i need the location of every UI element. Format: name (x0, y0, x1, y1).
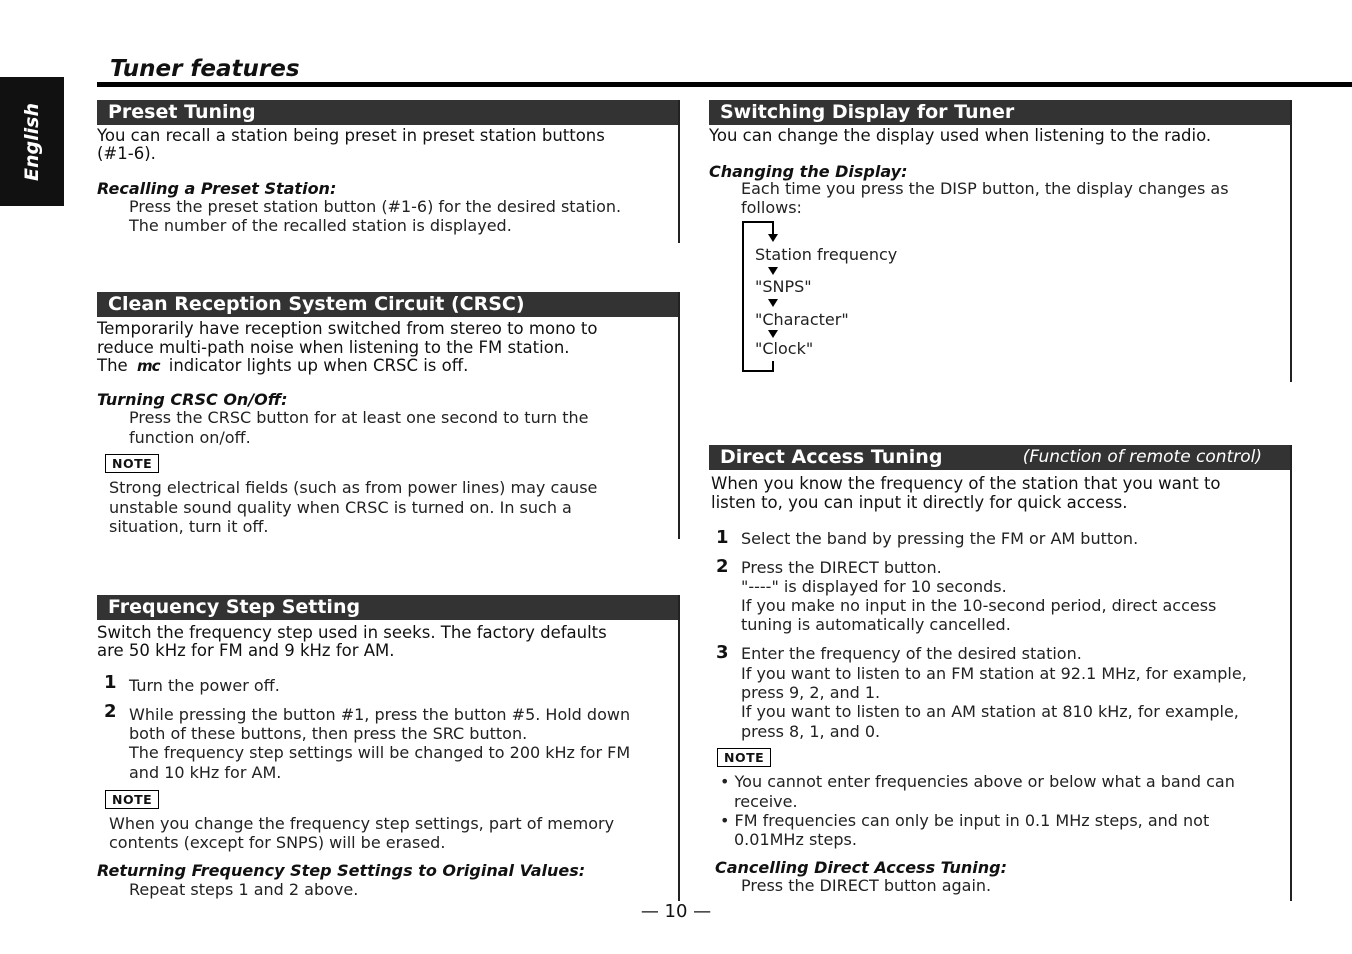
direct-step-3-number: 3 (716, 642, 729, 663)
preset-subheading: Recalling a Preset Station: (97, 179, 337, 198)
cycle-item-4: "Clock" (755, 339, 814, 358)
display-body-line-1: Each time you press the DISP button, the display changes as (741, 179, 1229, 198)
cycle-loop-top-line (742, 221, 774, 223)
direct-subheading: Cancelling Direct Access Tuning: (715, 858, 1008, 877)
direct-intro-line-1: When you know the frequency of the station that you want to (711, 474, 1221, 493)
direct-step-3-line-5: press 8, 1, and 0. (741, 722, 881, 741)
freq-note-line-1: When you change the frequency step settings, part of memory (109, 814, 615, 833)
freq-step-1-number: 1 (104, 672, 117, 693)
page-title: Tuner features (110, 56, 300, 82)
direct-heading-title: Direct Access Tuning (720, 446, 943, 468)
freq-step-2-line-2: both of these buttons, then press the SRC button. (129, 724, 528, 743)
freq-intro-line-2: are 50 kHz for FM and 9 kHz for AM. (97, 641, 395, 660)
cycle-item-2: "SNPS" (755, 277, 812, 296)
freq-step-2-line-1: While pressing the button #1, press the button #5. Hold down (129, 705, 631, 724)
direct-note-bullet-2-line-2: 0.01MHz steps. (734, 830, 857, 849)
crsc-indicator-before: The (97, 356, 128, 375)
display-body-line-2: follows: (741, 198, 802, 217)
crsc-intro-line-2: reduce multi-path noise when listening to the FM station. (97, 338, 570, 357)
cycle-loop-bottom-rise (772, 361, 774, 371)
direct-step-2-line-4: tuning is automatically cancelled. (741, 615, 1011, 634)
direct-note-bullet-1-line-1: • You cannot enter frequencies above or below what a band can (720, 772, 1235, 791)
section-rule-direct (1290, 445, 1292, 901)
cycle-arrow-icon (768, 330, 778, 338)
direct-step-3-line-3: press 9, 2, and 1. (741, 683, 881, 702)
direct-step-3-line-4: If you want to listen to an AM station at 810 kHz, for example, (741, 702, 1239, 721)
direct-note-label: NOTE (717, 748, 771, 767)
preset-body-line-2: The number of the recalled station is displayed. (129, 216, 512, 235)
crsc-note-line-2: unstable sound quality when CRSC is turned on. In such a (109, 498, 572, 517)
section-rule-display (1290, 100, 1292, 382)
cycle-loop-top-drop (772, 221, 774, 235)
preset-intro-line-1: You can recall a station being preset in preset station buttons (97, 126, 605, 145)
freq-subheading: Returning Frequency Step Settings to Original Values: (97, 861, 586, 880)
crsc-subheading: Turning CRSC On/Off: (97, 390, 288, 409)
language-tab (0, 77, 64, 206)
cycle-item-3: "Character" (755, 310, 849, 329)
crsc-indicator-line (97, 357, 468, 376)
cycle-arrow-icon (768, 299, 778, 307)
crsc-body-line-1: Press the CRSC button for at least one second to turn the (129, 408, 589, 427)
direct-step-2-number: 2 (716, 556, 729, 577)
cycle-loop-left-line (742, 221, 744, 372)
page-number: — 10 — (640, 901, 712, 922)
direct-step-2-line-1: Press the DIRECT button. (741, 558, 942, 577)
cycle-arrow-icon (768, 267, 778, 275)
section-heading-preset-tuning: Preset Tuning (97, 100, 680, 125)
direct-step-2-line-3: If you make no input in the 10-second period, direct access (741, 596, 1217, 615)
direct-step-2-line-2: "----" is displayed for 10 seconds. (741, 577, 1007, 596)
freq-body: Repeat steps 1 and 2 above. (129, 880, 359, 899)
section-heading-switching-display: Switching Display for Tuner (709, 100, 1292, 125)
direct-body: Press the DIRECT button again. (741, 876, 992, 895)
display-intro: You can change the display used when listening to the radio. (709, 126, 1212, 145)
freq-step-1-text: Turn the power off. (129, 676, 280, 695)
freq-intro-line-1: Switch the frequency step used in seeks. The factory defaults (97, 623, 607, 642)
cycle-arrow-icon (768, 234, 778, 242)
freq-note-label: NOTE (105, 790, 159, 809)
preset-intro-line-2: (#1-6). (97, 144, 156, 163)
direct-step-3-line-1: Enter the frequency of the desired station. (741, 644, 1082, 663)
cycle-loop-bottom-line (742, 370, 774, 372)
crsc-note-label: NOTE (105, 454, 159, 473)
crsc-note-line-1: Strong electrical fields (such as from power lines) may cause (109, 478, 598, 497)
direct-note-bullet-1-line-2: receive. (734, 792, 798, 811)
freq-step-2-number: 2 (104, 701, 117, 722)
direct-step-1-text: Select the band by pressing the FM or AM button. (741, 529, 1139, 548)
freq-step-2-line-3: The frequency step settings will be changed to 200 kHz for FM (129, 743, 631, 762)
direct-heading-note: (Function of remote control) (1022, 447, 1262, 467)
direct-note-bullet-2-line-1: • FM frequencies can only be input in 0.1 MHz steps, and not (720, 811, 1210, 830)
display-subheading: Changing the Display: (709, 162, 908, 181)
crsc-body-line-2: function on/off. (129, 428, 251, 447)
section-rule-crsc (678, 292, 680, 539)
preset-body-line-1: Press the preset station button (#1-6) for the desired station. (129, 197, 622, 216)
crsc-note-line-3: situation, turn it off. (109, 517, 269, 536)
section-heading-frequency-step: Frequency Step Setting (97, 595, 680, 620)
section-heading-direct-access (709, 445, 1292, 470)
freq-step-2-line-4: and 10 kHz for AM. (129, 763, 282, 782)
section-heading-crsc: Clean Reception System Circuit (CRSC) (97, 292, 680, 317)
direct-step-1-number: 1 (716, 527, 729, 548)
freq-note-line-2: contents (except for SNPS) will be erased. (109, 833, 446, 852)
cycle-item-1: Station frequency (755, 245, 898, 264)
direct-step-3-line-2: If you want to listen to an FM station at 92.1 MHz, for example, (741, 664, 1247, 683)
title-rule (97, 82, 1352, 87)
crsc-intro-line-1: Temporarily have reception switched from stereo to mono to (97, 319, 598, 338)
mc-indicator-icon: mc (136, 357, 160, 375)
section-rule-preset (678, 100, 680, 243)
language-tab-label: English (21, 102, 43, 181)
section-rule-freq (678, 595, 680, 901)
direct-intro-line-2: listen to, you can input it directly for quick access. (711, 493, 1128, 512)
crsc-indicator-after: indicator lights up when CRSC is off. (168, 356, 469, 375)
